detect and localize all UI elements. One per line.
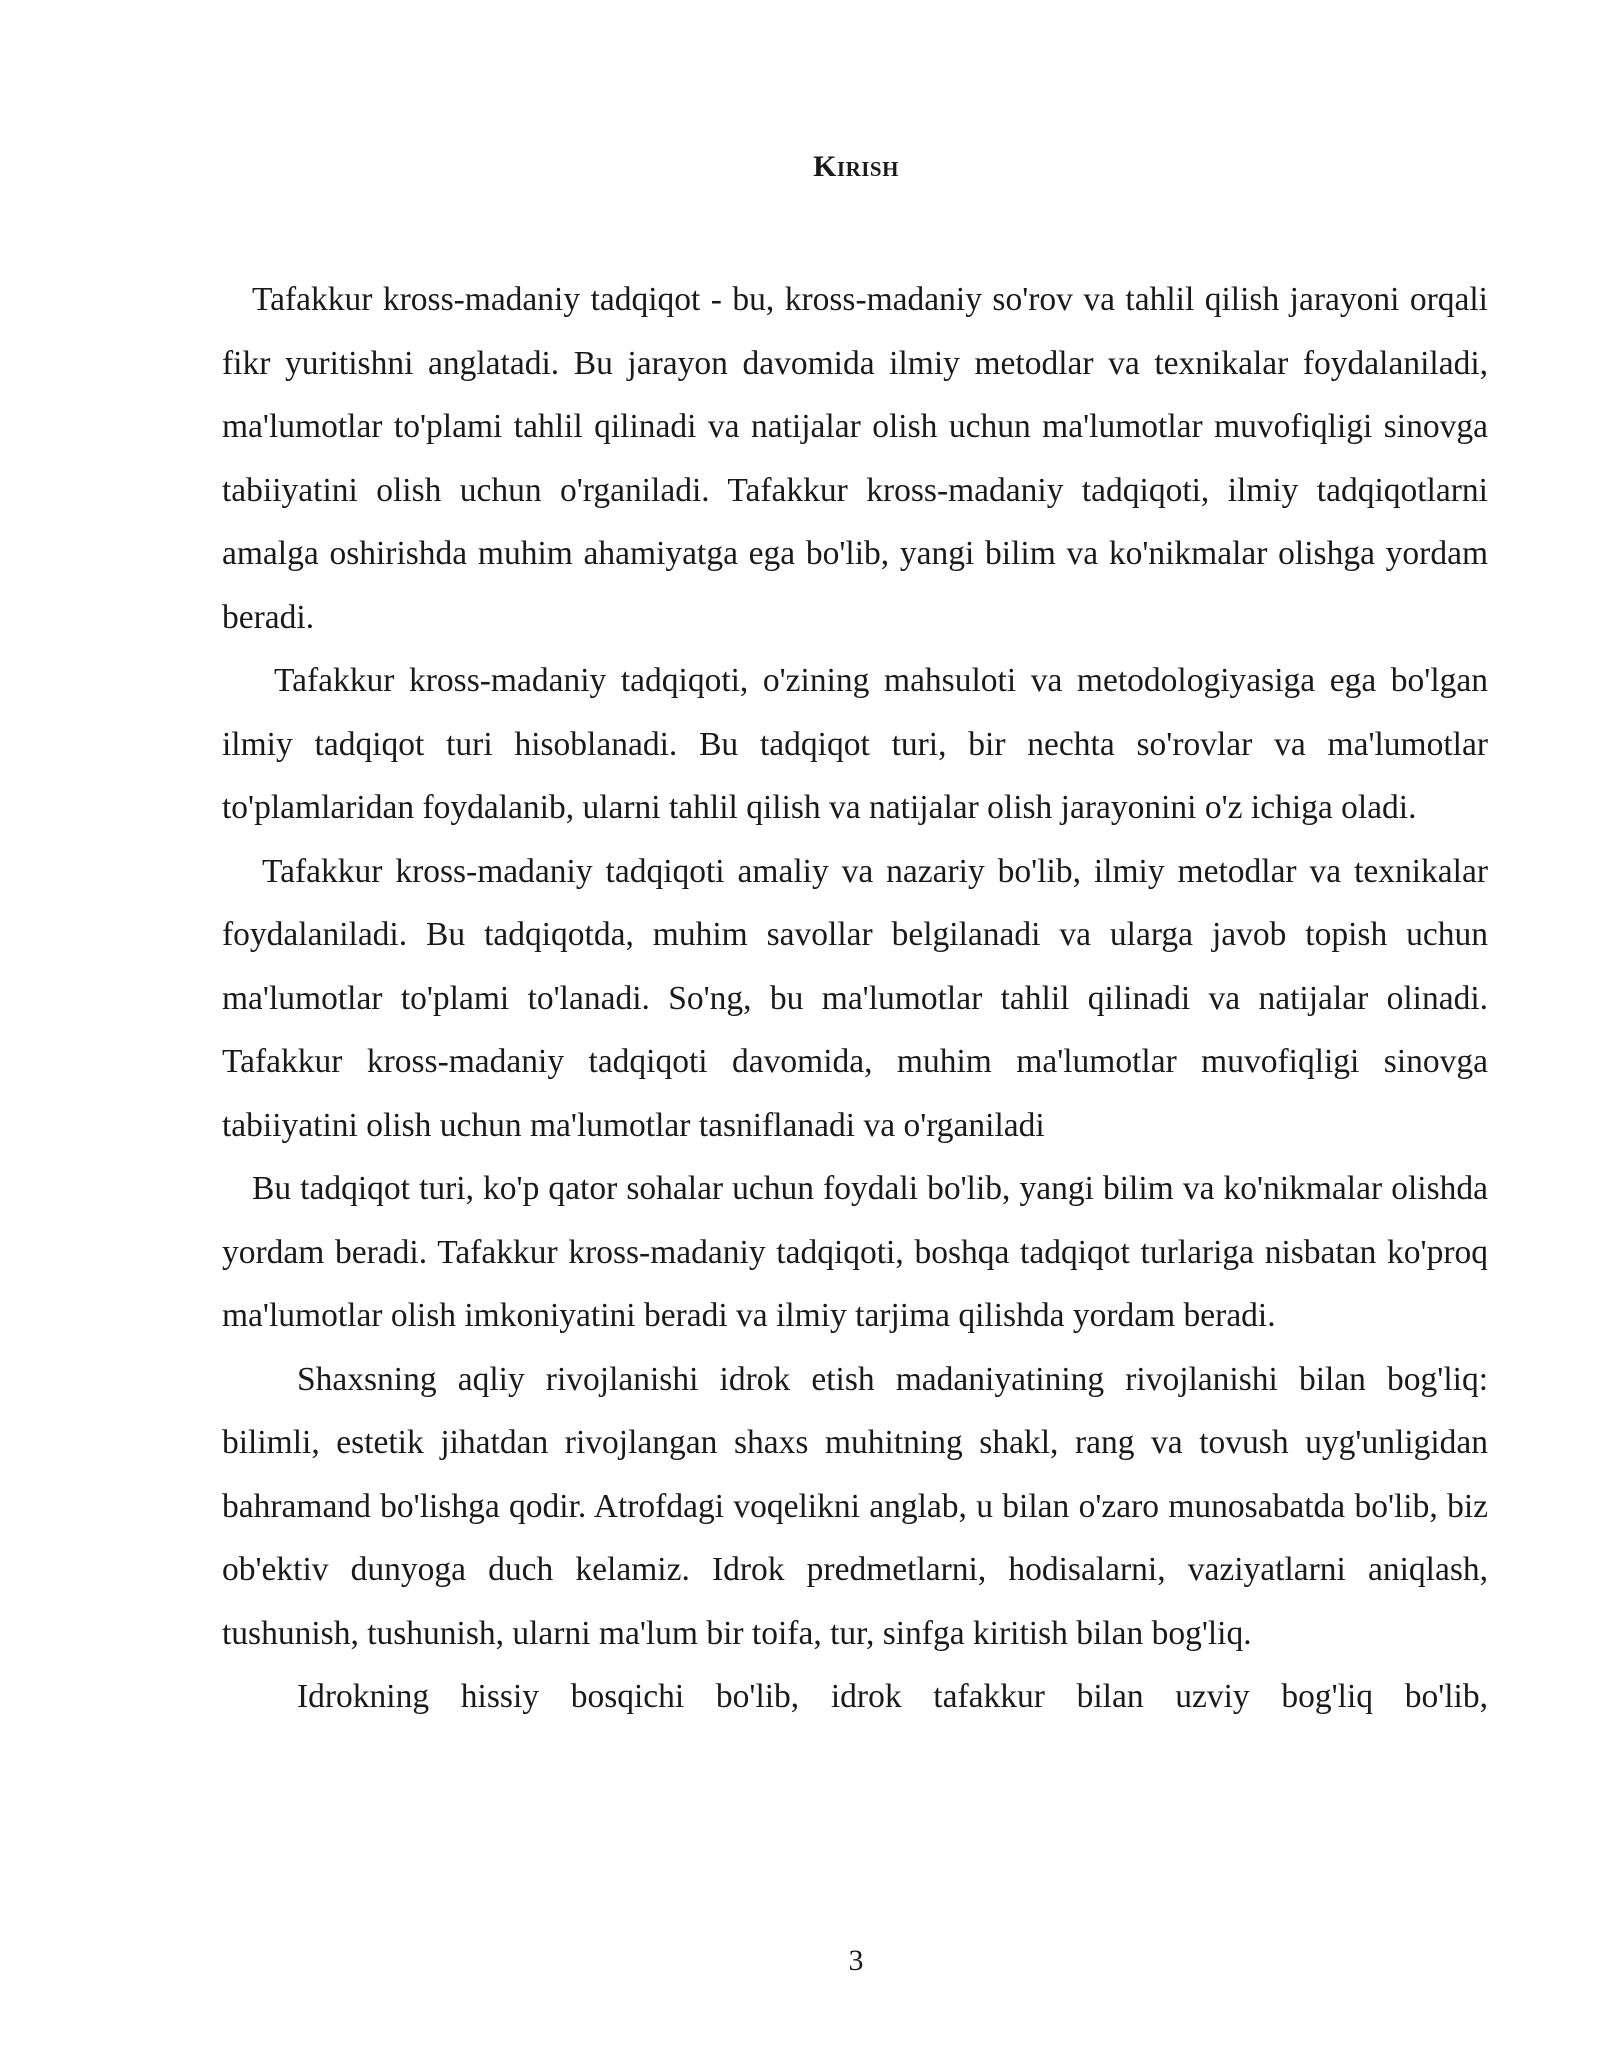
paragraph-2: Tafakkur kross-madaniy tadqiqoti, o'zining mahsuloti va metodologiyasiga ega bo'lgan ilmiy tadqiqot turi hisoblanadi. Bu tadqiqot turi, bir nechta so'rovlar va ma'lumotlar to'plamlaridan foydalanib, ularni tahlil qilish va natijalar olish jarayonini o'z ichiga oladi. [222, 662, 1488, 826]
body-text [222, 268, 1488, 1729]
paragraph-4: Bu tadqiqot turi, ko'p qator sohalar uchun foydali bo'lib, yangi bilim va ko'nikmalar olishda yordam beradi. Tafakkur kross-madaniy tadqiqoti, boshqa tadqiqot turlariga nisbatan ko'proq ma'lumotlar olish imkoniyatini beradi va ilmiy tarjima qilishda yordam beradi. [222, 1170, 1488, 1334]
page-number: 3 [848, 1944, 864, 1977]
paragraph-6: Idrokning hissiy bosqichi bo'lib, idrok tafakkur bilan uzviy bog'liq bo'lib, [297, 1678, 1488, 1715]
paragraph-5: Shaxsning aqliy rivojlanishi idrok etish madaniyatining rivojlanishi bilan bog'liq: bilimli, estetik jihatdan rivojlangan shaxs muhitning shakl, rang va tovush uyg'unligidan bahramand bo'lishga qodir. Atrofdagi voqelikni anglab, u bilan o'zaro munosabatda bo'lib, biz ob'ektiv dunyoga duch kelamiz. Idrok predmetlarni, hodisalarni, vaziyatlarni aniqlash, tushunish, tushunish, ularni ma'lum bir toifa, tur, sinfga kiritish bilan bog'liq. [222, 1360, 1488, 1652]
paragraph-3: Tafakkur kross-madaniy tadqiqoti amaliy va nazariy bo'lib, ilmiy metodlar va texnikalar foydalaniladi. Bu tadqiqotda, muhim savollar belgilanadi va ularga javob topish uchun ma'lumotlar to'plami to'lanadi. So'ng, bu ma'lumotlar tahlil qilinadi va natijalar olinadi. Tafakkur kross-madaniy tadqiqoti davomida, muhim ma'lumotlar muvofiqligi sinovga tabiiyatini olish uchun ma'lumotlar tasniflanadi va o'rganiladi [222, 852, 1488, 1144]
page-heading [0, 150, 1600, 184]
heading-text: Kirish [813, 150, 899, 183]
paragraph-1: Tafakkur kross-madaniy tadqiqot - bu, kross-madaniy so'rov va tahlil qilish jarayoni orqali fikr yuritishni anglatadi. Bu jarayon davomida ilmiy metodlar va texnikalar foydalaniladi, ma'lumotlar to'plami tahlil qilinadi va natijalar olish uchun ma'lumotlar muvofiqligi sinovga tabiiyatini olish uchun o'rganiladi. Tafakkur kross-madaniy tadqiqoti, ilmiy tadqiqotlarni amalga oshirishda muhim ahamiyatga ega bo'lib, yangi bilim va ko'nikmalar olishga yordam beradi. [222, 281, 1488, 636]
